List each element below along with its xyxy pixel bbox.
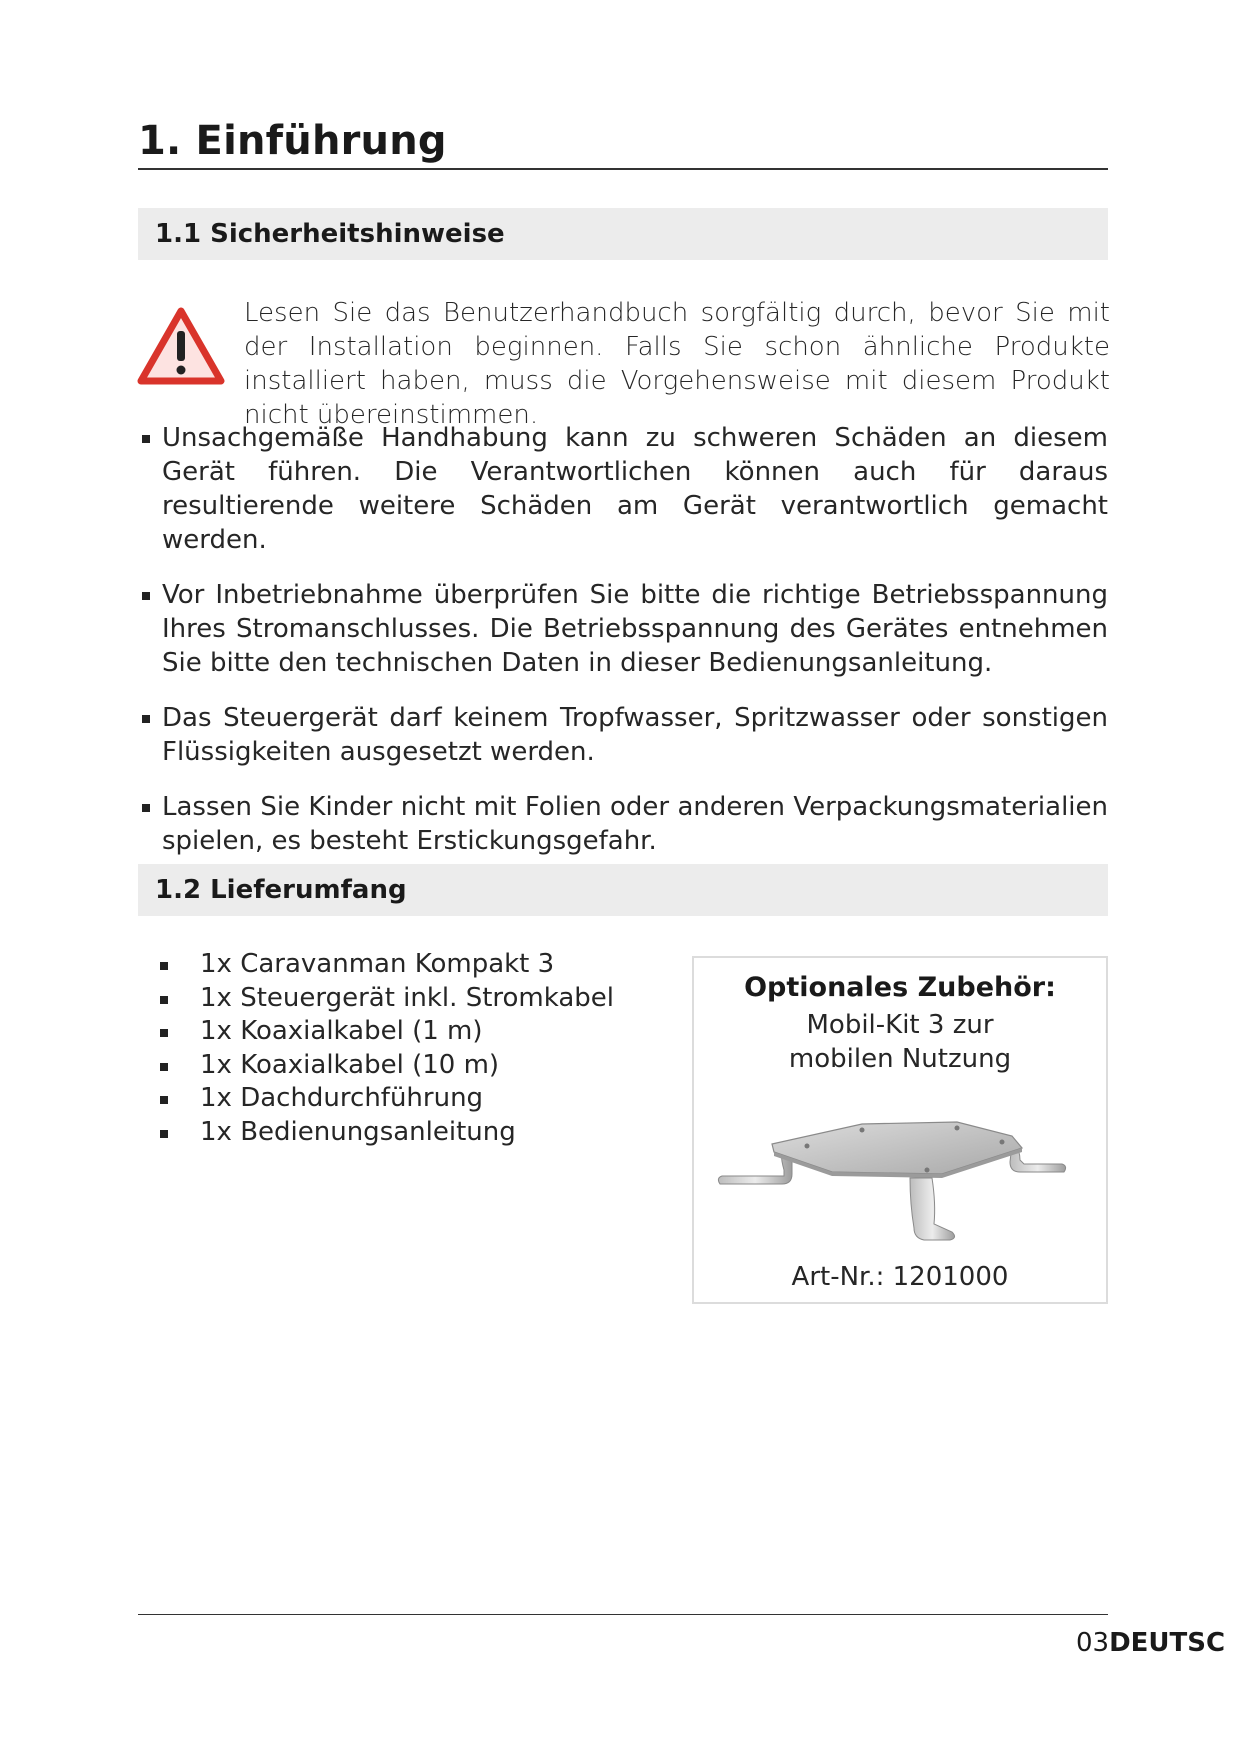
list-item [160, 1015, 614, 1049]
list-item [160, 1049, 614, 1083]
bullet-square-icon [160, 1029, 168, 1037]
list-item-text: 1x Koaxialkabel (10 m) [200, 1049, 500, 1080]
page-language: DEUTSC [1109, 1628, 1226, 1658]
bullet-square-icon [160, 962, 168, 970]
accessory-box [692, 956, 1108, 1304]
list-item-text: 1x Caravanman Kompakt 3 [200, 949, 555, 979]
page-title: 1. Einführung [138, 118, 447, 164]
bullet-square-icon [160, 996, 168, 1004]
list-item-text: 1x Koaxialkabel (1 m) [200, 1016, 483, 1046]
list-item-text: Das Steuergerät darf keinem Tropfwasser, Spritzwasser oder sonstigen Flüssigkeiten ausgesetzt werden. [162, 703, 1108, 767]
list-item-text: Vor Inbetriebnahme überprüfen Sie bitte die richtige Betriebsspannung Ihres Stromanschlusses. Die Betriebsspannung des Gerätes entnehmen Sie bitte den technischen Daten in dieser Bedienungsanleitung. [162, 580, 1108, 678]
list-item [160, 948, 614, 982]
footer-rule [138, 1614, 1108, 1615]
accessory-desc-line1: Mobil-Kit 3 zur [806, 1010, 994, 1040]
mobile-kit-image [712, 1108, 1092, 1258]
page-number [1076, 1628, 1225, 1658]
accessory-description [694, 1008, 1106, 1076]
article-number: Art-Nr.: 1201000 [791, 1262, 1009, 1292]
list-item [138, 421, 1108, 557]
list-item-text: Lassen Sie Kinder nicht mit Folien oder anderen Verpackungsmaterialien spielen, es besteht Erstickungsgefahr. [162, 792, 1108, 856]
list-item [160, 1116, 614, 1150]
accessory-desc-line2: mobilen Nutzung [788, 1044, 1012, 1074]
list-item-text: 1x Bedienungsanleitung [200, 1116, 516, 1147]
list-item [160, 1082, 614, 1116]
list-item [138, 790, 1108, 858]
bullet-square-icon [142, 804, 150, 812]
list-item [138, 578, 1108, 680]
scope-list [160, 948, 614, 1149]
section-heading-safety: 1.1 Sicherheitshinweise [138, 208, 1108, 260]
bullet-square-icon [160, 1096, 168, 1104]
warning-triangle-icon [137, 305, 225, 387]
bullet-square-icon [142, 715, 150, 723]
list-item-text: Unsachgemäße Handhabung kann zu schweren Schäden an diesem Gerät führen. Die Verantwortlichen können auch für daraus resultierende weitere Schäden am Gerät verantwortlich gemacht werden. [162, 423, 1108, 555]
list-item [160, 982, 614, 1016]
warning-text: Lesen Sie das Benutzerhandbuch sorgfältig durch, bevor Sie mit der Installation beginnen. Falls Sie schon ähnliche Produkte installiert haben, muss die Vorgehensweise mit diesem Produkt nicht übereinstimmen. [244, 298, 1110, 430]
safety-list [138, 421, 1108, 879]
accessory-title: Optionales Zubehör: [744, 972, 1056, 1003]
bullet-square-icon [142, 435, 150, 443]
list-item-text: 1x Steuergerät inkl. Stromkabel [200, 982, 614, 1013]
section-heading-scope: 1.2 Lieferumfang [138, 864, 1108, 916]
bullet-square-icon [142, 592, 150, 600]
title-rule [138, 168, 1108, 170]
list-item [138, 701, 1108, 769]
bullet-square-icon [160, 1130, 168, 1138]
bullet-square-icon [160, 1063, 168, 1071]
list-item-text: 1x Dachdurchführung [200, 1083, 484, 1113]
page-number-value: 03 [1076, 1628, 1110, 1658]
